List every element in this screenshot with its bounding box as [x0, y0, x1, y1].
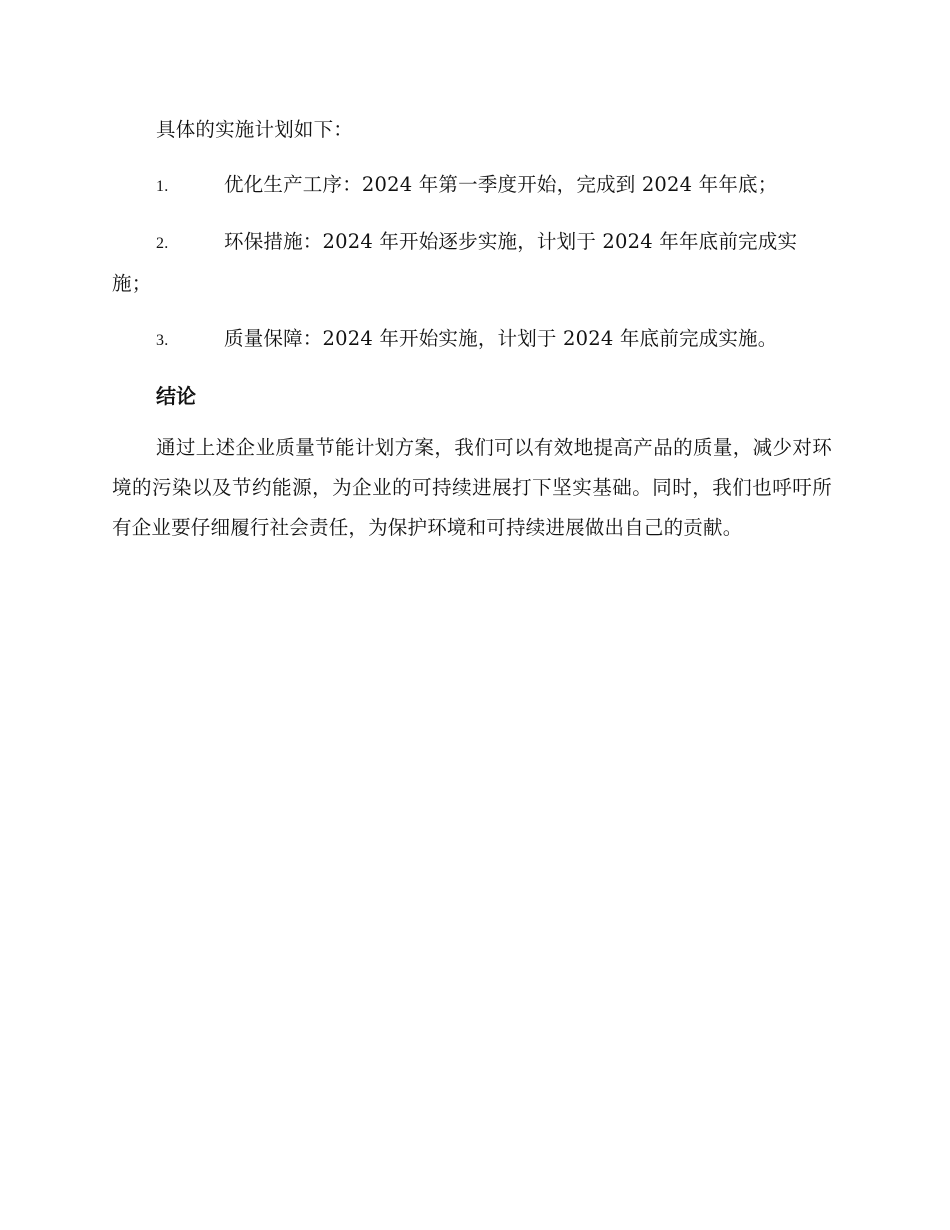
document-page — [112, 110, 832, 548]
conclusion-paragraph: 通过上述企业质量节能计划方案，我们可以有效地提高产品的质量，减少对环境的污染以及节约能源，为企业的可持续进展打下坚实基础。同时，我们也呼吁所有企业要仔细履行社会责任，为保护环境和可持续进展做出自己的贡献。 — [112, 436, 832, 539]
plan-item-text: 质量保障：2024 年开始实施，计划于 2024 年底前完成实施。 — [224, 327, 778, 350]
plan-item-3 — [112, 319, 832, 361]
plan-item-1 — [112, 165, 832, 207]
plan-item-text: 环保措施：2024 年开始逐步实施，计划于 2024 年年底前完成实施； — [112, 230, 798, 295]
plan-item-number: 3. — [156, 332, 169, 349]
conclusion-heading: 结论 — [156, 384, 196, 408]
plan-item-2 — [112, 222, 832, 304]
plan-item-text: 优化生产工序：2024 年第一季度开始，完成到 2024 年年底； — [224, 173, 778, 196]
plan-item-number: 1. — [156, 178, 169, 195]
plan-item-number: 2. — [156, 235, 169, 252]
intro-paragraph: 具体的实施计划如下： — [156, 118, 354, 141]
